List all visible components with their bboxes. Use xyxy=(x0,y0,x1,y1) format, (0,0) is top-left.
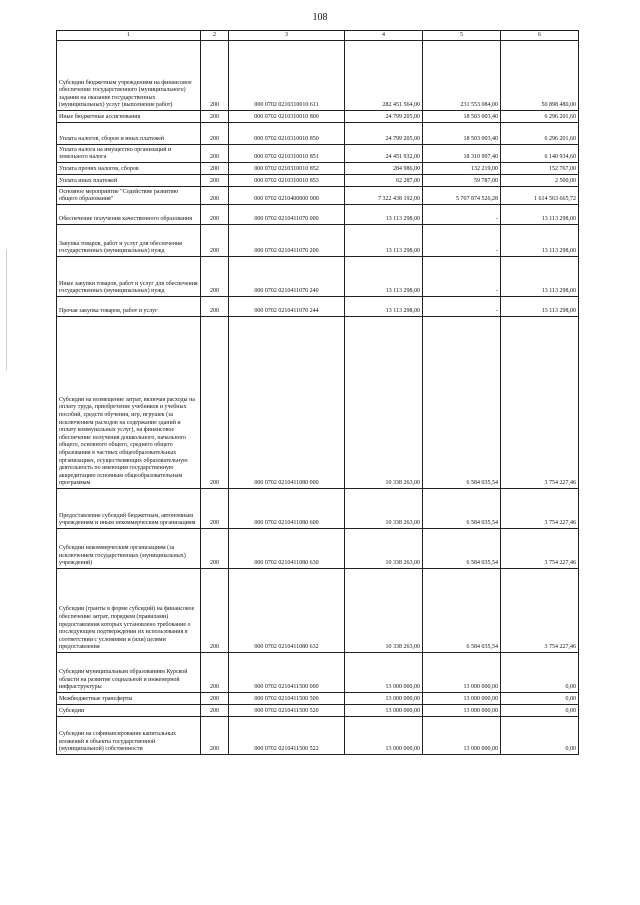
row-line-code: 200 xyxy=(201,693,229,705)
row-executed-amount: 5 707 874 526,28 xyxy=(423,187,501,205)
table-row xyxy=(57,653,579,693)
row-budget-code: 000 0702 0210411500 500 xyxy=(229,693,345,705)
row-line-code: 200 xyxy=(201,175,229,187)
row-unexecuted-amount: 2 500,00 xyxy=(501,175,579,187)
table-row xyxy=(57,489,579,529)
row-executed-amount: 132 219,00 xyxy=(423,163,501,175)
table-row xyxy=(57,175,579,187)
row-approved-amount: 284 986,00 xyxy=(345,163,423,175)
row-name: Субсидии некоммерческим организациям (за исключением государственных (муниципальных) учреждений) xyxy=(57,529,201,569)
row-unexecuted-amount: 13 113 298,00 xyxy=(501,225,579,257)
row-name: Уплата иных платежей xyxy=(57,175,201,187)
row-name: Межбюджетные трансферты xyxy=(57,693,201,705)
row-line-code: 200 xyxy=(201,163,229,175)
row-line-code: 200 xyxy=(201,489,229,529)
row-name: Закупка товаров, работ и услуг для обеспечения государственных (муниципальных) нужд xyxy=(57,225,201,257)
row-line-code: 200 xyxy=(201,529,229,569)
row-executed-amount: 13 000 000,00 xyxy=(423,693,501,705)
row-name: Обеспечение получения качественного образования xyxy=(57,205,201,225)
row-budget-code: 000 0702 0210411080 630 xyxy=(229,529,345,569)
table-row xyxy=(57,225,579,257)
row-budget-code: 000 0702 0210310010 611 xyxy=(229,41,345,111)
row-name: Уплата прочих налогов, сборов xyxy=(57,163,201,175)
row-approved-amount: 62 287,00 xyxy=(345,175,423,187)
header-col-5: 5 xyxy=(423,31,501,41)
row-unexecuted-amount: 50 898 480,00 xyxy=(501,41,579,111)
row-unexecuted-amount: 13 113 298,00 xyxy=(501,257,579,297)
row-executed-amount: - xyxy=(423,225,501,257)
row-name: Субсидии муниципальным образованиям Курской области на развитие социальной и инженерной инфраструктуры xyxy=(57,653,201,693)
row-approved-amount: 13 000 000,00 xyxy=(345,705,423,717)
row-budget-code: 000 0702 0210411500 000 xyxy=(229,653,345,693)
row-unexecuted-amount: 0,00 xyxy=(501,653,579,693)
row-line-code: 200 xyxy=(201,41,229,111)
row-name: Основное мероприятие "Содействие развитию общего образования" xyxy=(57,187,201,205)
budget-table xyxy=(56,30,579,755)
row-name: Субсидии на возмещение затрат, включая расходы на оплату труда, приобретение учебников и учебных пособий, средств обучения, игр, игрушек (за исключением расходов на содержание зданий и оплату коммунальных услуг), на финансовое обеспечение получения дошкольного, начального общего, основного общего, среднего общего образования в частных общеобразовательных организациях, осуществляющих образовательную деятельность по имеющим государственную аккредитацию основным общеобразовательным программам xyxy=(57,317,201,489)
row-line-code: 200 xyxy=(201,187,229,205)
row-approved-amount: 13 113 298,00 xyxy=(345,257,423,297)
row-approved-amount: 13 000 000,00 xyxy=(345,693,423,705)
row-executed-amount: 231 553 084,00 xyxy=(423,41,501,111)
header-col-3: 3 xyxy=(229,31,345,41)
row-executed-amount: 6 584 035,54 xyxy=(423,489,501,529)
row-unexecuted-amount: 3 754 227,46 xyxy=(501,317,579,489)
row-budget-code: 000 0702 0210411500 520 xyxy=(229,705,345,717)
table-row xyxy=(57,529,579,569)
row-line-code: 200 xyxy=(201,111,229,123)
row-executed-amount: 6 584 035,54 xyxy=(423,569,501,653)
row-approved-amount: 13 113 298,00 xyxy=(345,205,423,225)
row-unexecuted-amount: 3 754 227,46 xyxy=(501,489,579,529)
table-row xyxy=(57,569,579,653)
table-row xyxy=(57,187,579,205)
table-row xyxy=(57,297,579,317)
row-approved-amount: 13 000 000,00 xyxy=(345,717,423,755)
row-name: Уплата налогов, сборов и иных платежей xyxy=(57,123,201,145)
row-line-code: 200 xyxy=(201,145,229,163)
table-row xyxy=(57,111,579,123)
table-row xyxy=(57,145,579,163)
row-approved-amount: 13 000 000,00 xyxy=(345,653,423,693)
row-budget-code: 000 0702 0210411500 522 xyxy=(229,717,345,755)
row-name: Субсидии на софинансирование капитальных вложений в объекты государственной (муниципальной) собственности xyxy=(57,717,201,755)
row-approved-amount: 24 799 205,00 xyxy=(345,123,423,145)
row-budget-code: 000 0702 0210310010 853 xyxy=(229,175,345,187)
row-unexecuted-amount: 1 614 563 665,72 xyxy=(501,187,579,205)
row-approved-amount: 24 799 205,00 xyxy=(345,111,423,123)
row-approved-amount: 10 338 263,00 xyxy=(345,489,423,529)
row-line-code: 200 xyxy=(201,123,229,145)
row-unexecuted-amount: 3 754 227,46 xyxy=(501,529,579,569)
header-col-4: 4 xyxy=(345,31,423,41)
row-executed-amount: - xyxy=(423,297,501,317)
row-budget-code: 000 0702 0210310010 800 xyxy=(229,111,345,123)
row-budget-code: 000 0702 0210411070 240 xyxy=(229,257,345,297)
row-executed-amount: 18 310 997,40 xyxy=(423,145,501,163)
row-executed-amount: 6 584 035,54 xyxy=(423,529,501,569)
table-row xyxy=(57,123,579,145)
row-approved-amount: 24 451 932,00 xyxy=(345,145,423,163)
table-row xyxy=(57,717,579,755)
row-name: Предоставление субсидий бюджетным, автономным учреждениям и иным некоммерческим организациям xyxy=(57,489,201,529)
row-unexecuted-amount: 6 296 201,60 xyxy=(501,111,579,123)
row-executed-amount: 18 503 003,40 xyxy=(423,111,501,123)
row-budget-code: 000 0702 0210310010 852 xyxy=(229,163,345,175)
row-name: Иные бюджетные ассигнования xyxy=(57,111,201,123)
row-unexecuted-amount: 13 113 298,00 xyxy=(501,205,579,225)
row-name: Субсидии бюджетным учреждениям на финансовое обеспечение государственного (муниципального) задания на оказание государственных (муниципальных) услуг (выполнение работ) xyxy=(57,41,201,111)
header-col-2: 2 xyxy=(201,31,229,41)
table-header-row xyxy=(57,31,579,41)
table-row xyxy=(57,317,579,489)
page-number: 108 xyxy=(312,12,328,23)
row-name: Уплата налога на имущество организаций и земельного налога xyxy=(57,145,201,163)
table-row xyxy=(57,163,579,175)
row-unexecuted-amount: 6 296 201,60 xyxy=(501,123,579,145)
row-unexecuted-amount: 152 767,00 xyxy=(501,163,579,175)
row-approved-amount: 7 322 438 192,00 xyxy=(345,187,423,205)
row-budget-code: 000 0702 0210310010 851 xyxy=(229,145,345,163)
row-budget-code: 000 0702 0210400000 000 xyxy=(229,187,345,205)
row-line-code: 200 xyxy=(201,705,229,717)
row-name: Иные закупки товаров, работ и услуг для обеспечения государственных (муниципальных) нужд xyxy=(57,257,201,297)
table-row xyxy=(57,41,579,111)
row-executed-amount: 13 000 000,00 xyxy=(423,653,501,693)
row-budget-code: 000 0702 0210411070 000 xyxy=(229,205,345,225)
table-row xyxy=(57,257,579,297)
table-row xyxy=(57,705,579,717)
row-budget-code: 000 0702 0210310010 850 xyxy=(229,123,345,145)
scan-edge-mark xyxy=(6,250,7,370)
row-line-code: 200 xyxy=(201,257,229,297)
row-approved-amount: 13 113 298,00 xyxy=(345,297,423,317)
row-line-code: 200 xyxy=(201,717,229,755)
row-approved-amount: 10 338 263,00 xyxy=(345,317,423,489)
row-name: Субсидии (гранты в форме субсидий) на финансовое обеспечение затрат, порядком (правилами) предоставления которых установлено требование о последующем подтверждении их использования в соответствии с условиями и (или) целями предоставления xyxy=(57,569,201,653)
row-budget-code: 000 0702 0210411070 200 xyxy=(229,225,345,257)
row-unexecuted-amount: 0,00 xyxy=(501,717,579,755)
row-budget-code: 000 0702 0210411080 632 xyxy=(229,569,345,653)
row-budget-code: 000 0702 0210411070 244 xyxy=(229,297,345,317)
row-line-code: 200 xyxy=(201,225,229,257)
row-executed-amount: 13 000 000,00 xyxy=(423,717,501,755)
header-col-6: 6 xyxy=(501,31,579,41)
row-executed-amount: 13 000 000,00 xyxy=(423,705,501,717)
row-line-code: 200 xyxy=(201,653,229,693)
row-executed-amount: 6 584 035,54 xyxy=(423,317,501,489)
row-name: Прочая закупка товаров, работ и услуг xyxy=(57,297,201,317)
header-col-1: 1 xyxy=(57,31,201,41)
row-unexecuted-amount: 3 754 227,46 xyxy=(501,569,579,653)
row-unexecuted-amount: 0,00 xyxy=(501,693,579,705)
row-approved-amount: 13 113 298,00 xyxy=(345,225,423,257)
row-line-code: 200 xyxy=(201,569,229,653)
row-line-code: 200 xyxy=(201,205,229,225)
row-name: Субсидии xyxy=(57,705,201,717)
row-budget-code: 000 0702 0210411080 000 xyxy=(229,317,345,489)
table-row xyxy=(57,693,579,705)
row-line-code: 200 xyxy=(201,297,229,317)
row-unexecuted-amount: 0,00 xyxy=(501,705,579,717)
row-executed-amount: - xyxy=(423,205,501,225)
row-executed-amount: 18 503 003,40 xyxy=(423,123,501,145)
row-approved-amount: 10 338 263,00 xyxy=(345,529,423,569)
row-executed-amount: - xyxy=(423,257,501,297)
row-approved-amount: 282 451 564,00 xyxy=(345,41,423,111)
row-executed-amount: 59 787,00 xyxy=(423,175,501,187)
row-line-code: 200 xyxy=(201,317,229,489)
row-approved-amount: 10 338 263,00 xyxy=(345,569,423,653)
row-unexecuted-amount: 13 113 298,00 xyxy=(501,297,579,317)
table-row xyxy=(57,205,579,225)
row-unexecuted-amount: 6 140 934,60 xyxy=(501,145,579,163)
row-budget-code: 000 0702 0210411080 600 xyxy=(229,489,345,529)
